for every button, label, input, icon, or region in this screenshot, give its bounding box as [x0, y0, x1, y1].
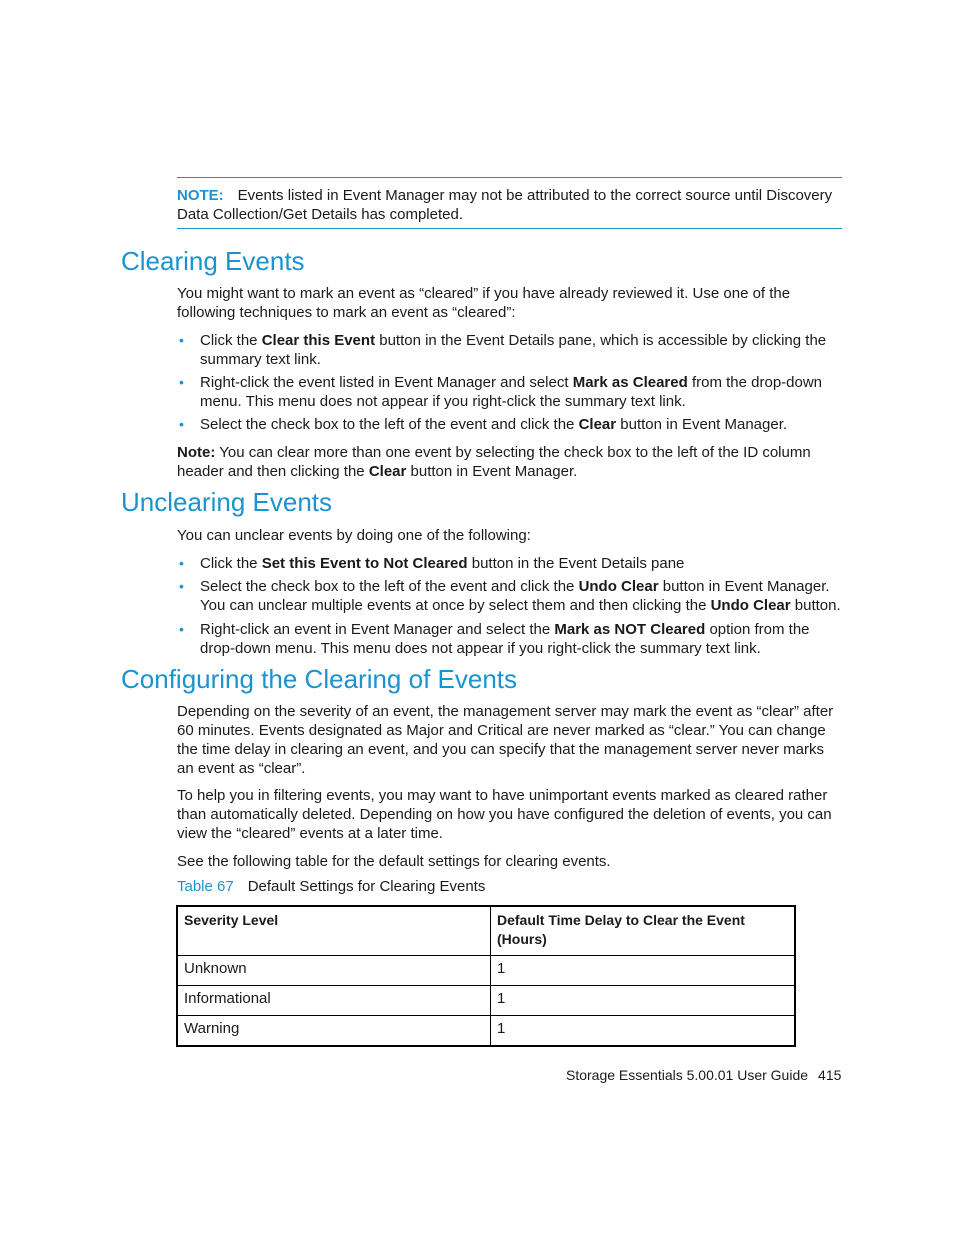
bullet-icon: •: [179, 621, 184, 637]
list-item: [177, 554, 842, 573]
list-item: [177, 373, 842, 411]
configuring-paragraph-1: Depending on the severity of an event, the management server may mark the event as “clear” after 60 minutes. Events designated as Major and Critical are never marked as “clear.” You can change the time delay in clearing an event, and you can specify that the management server never marks an event as “clear”.: [177, 703, 834, 777]
table-row: [177, 1016, 795, 1047]
table-caption-text: Default Settings for Clearing Events: [247, 878, 486, 895]
page-footer: [566, 1067, 841, 1083]
table-row: [177, 956, 795, 986]
table-row: [177, 986, 795, 1016]
table-cell: 1: [491, 986, 796, 1016]
bullet-text: Click the: [200, 332, 262, 349]
bullet-text: Right-click an event in Event Manager and select the: [200, 621, 555, 638]
unclearing-intro: You can unclear events by doing one of the following:: [177, 527, 531, 544]
list-item: [177, 577, 842, 615]
table-cell: 1: [491, 1016, 796, 1047]
clearing-note: [177, 443, 842, 481]
clearing-intro: You might want to mark an event as “cleared” if you have already reviewed it. Use one of the following techniques to mark an event as “cleared”:: [177, 285, 791, 321]
table-caption-label: Table 67: [177, 878, 234, 895]
configuring-paragraph-3: See the following table for the default settings for clearing events.: [177, 853, 611, 870]
note-text: button in Event Manager.: [406, 463, 578, 480]
note-text: You can clear more than one event by selecting the check box to the left of the ID column header and then clicking the: [177, 444, 811, 480]
bullet-text: button in the Event Details pane: [467, 555, 685, 572]
heading-configuring-clearing: Configuring the Clearing of Events: [121, 664, 518, 694]
bullet-icon: •: [179, 374, 184, 390]
bullet-bold: Clear this Event: [261, 332, 376, 349]
bullet-bold: Mark as Cleared: [572, 374, 688, 391]
page-number: 415: [818, 1067, 842, 1083]
bullet-text: Click the: [200, 555, 262, 572]
list-item: [177, 620, 842, 658]
note-label-inline: Note:: [177, 444, 216, 461]
bullet-bold: Set this Event to Not Cleared: [261, 555, 468, 572]
bullet-bold: Undo Clear: [710, 597, 791, 614]
bullet-text: button in Event Manager. You can unclear multiple events at once by select them and then clicking the: [200, 578, 830, 614]
list-item: [177, 331, 842, 369]
table-cell: Unknown: [177, 956, 491, 986]
table-header-cell: Default Time Delay to Clear the Event (Hours): [491, 906, 796, 956]
bullet-text: from the drop-down menu. This menu does not appear if you right-click the summary text link.: [200, 374, 823, 410]
bullet-text: button.: [790, 597, 841, 614]
table-cell: Informational: [177, 986, 491, 1016]
bullet-icon: •: [179, 416, 184, 432]
list-item: [177, 415, 842, 434]
bullet-text: Select the check box to the left of the event and click the: [200, 416, 579, 433]
table-header-cell: Severity Level: [177, 906, 491, 956]
heading-clearing-events: Clearing Events: [121, 246, 305, 276]
bullet-bold: Undo Clear: [578, 578, 659, 595]
bullet-text: button in Event Manager.: [616, 416, 788, 433]
table-cell: Warning: [177, 1016, 491, 1047]
bullet-icon: •: [179, 578, 184, 594]
bullet-bold: Clear: [578, 416, 617, 433]
note-bold: Clear: [368, 463, 407, 480]
bullet-text: option from the drop-down menu. This menu does not appear if you right-click the summary text link.: [200, 621, 810, 657]
default-settings-table: [176, 905, 796, 1047]
table-caption: [177, 877, 485, 896]
heading-unclearing-events: Unclearing Events: [121, 487, 332, 517]
footer-guide-title: Storage Essentials 5.00.01 User Guide: [566, 1067, 809, 1083]
bullet-text: button in the Event Details pane, which is accessible by clicking the summary text link.: [200, 332, 827, 368]
bullet-bold: Mark as NOT Cleared: [554, 621, 706, 638]
note-text: Events listed in Event Manager may not be attributed to the correct source until Discovery Data Collection/Get Details has completed.: [177, 187, 833, 223]
table-header-row: [177, 906, 795, 956]
configuring-paragraph-2: To help you in filtering events, you may want to have unimportant events marked as cleared rather than automatically deleted. Depending on how you have configured the deletion of events, you can view the “cleared” events at a later time.: [177, 787, 832, 842]
table-cell: 1: [491, 956, 796, 986]
bullet-icon: •: [179, 555, 184, 571]
bullet-text: Right-click the event listed in Event Manager and select: [200, 374, 573, 391]
bullet-icon: •: [179, 332, 184, 348]
note-box: [177, 177, 842, 229]
bullet-text: Select the check box to the left of the event and click the: [200, 578, 579, 595]
note-label: NOTE:: [177, 187, 224, 204]
